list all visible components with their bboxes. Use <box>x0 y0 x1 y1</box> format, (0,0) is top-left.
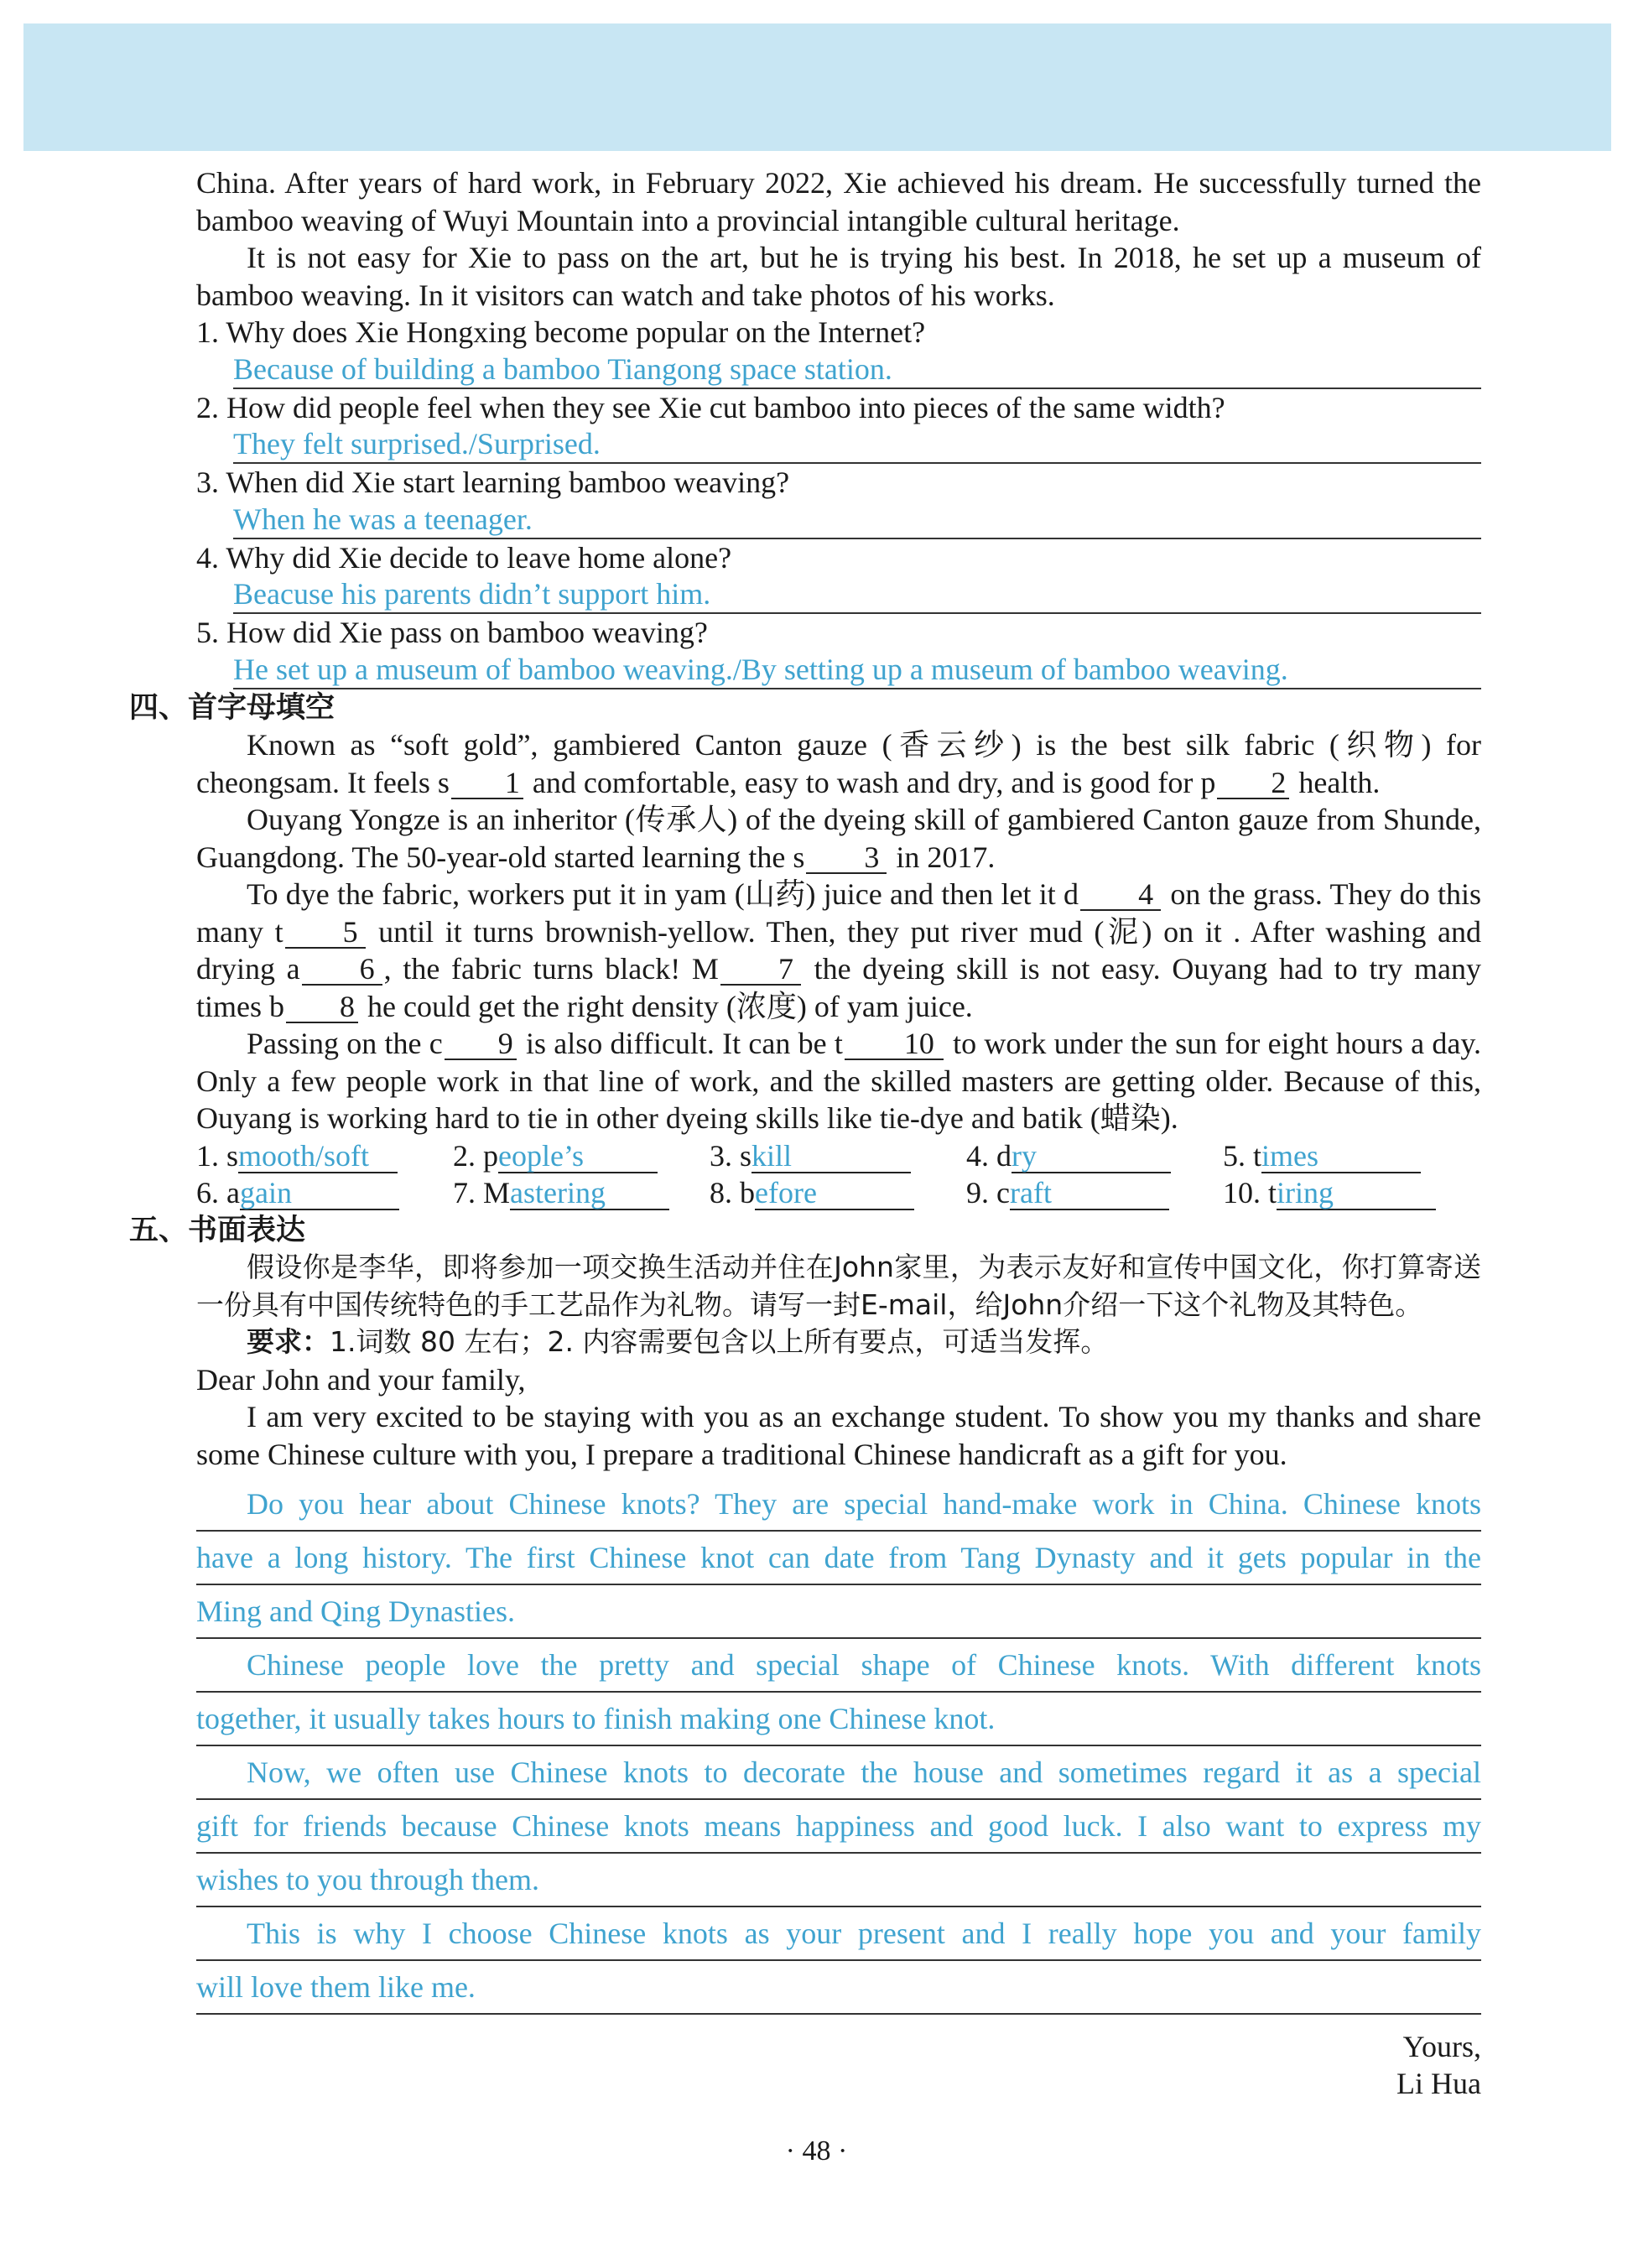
cloze-answer-grid <box>196 1137 1481 1212</box>
blank: 6 <box>302 954 382 986</box>
cloze-answer: 4. d ry <box>966 1137 1223 1175</box>
answer-line: When he was a teenager. <box>233 502 1481 539</box>
writing-prompt: 假设你是李华，即将参加一项交换生活动并住在John家里，为表示友好和宣传中国文化，你打算寄送一份具有中国传统特色的手工艺品作为礼物。请写一封E-mail，给John介绍一下这个礼物及其特色。 <box>196 1251 1481 1321</box>
essay-line: wishes to you through them. <box>196 1854 1481 1907</box>
essay-line: This is why I choose Chinese knots as your present and I really hope you and your family <box>196 1907 1481 1961</box>
answer-line: He set up a museum of bamboo weaving./By setting up a museum of bamboo weaving. <box>233 652 1481 689</box>
page-content <box>129 164 1482 2102</box>
cloze-paragraph: To dye the fabric, workers put it in yam (山药) juice and then let it d 4 on the grass. They do this many t 5 until it turns brownish-yellow. Then, they put river mud (泥) on it . After washing and drying a 6 , the fabric turns black! M 7 the dyeing skill is not easy. Ouyang had to try many times b 8 he could get the right density (浓度) of yam juice. <box>196 877 1482 1023</box>
letter-greeting: Dear John and your family, <box>196 1362 526 1397</box>
cloze-answer: 1. s mooth/soft <box>196 1137 453 1175</box>
header-band <box>23 23 1611 151</box>
cloze-answer: 2. p eople’s <box>453 1137 710 1175</box>
essay-line: Ming and Qing Dynasties. <box>196 1585 1481 1639</box>
question-item <box>196 314 1481 389</box>
blank: 3 <box>806 842 887 874</box>
essay-line: will love them like me. <box>196 1961 1481 2015</box>
section-heading: 五、书面表达 <box>129 1213 306 1247</box>
cloze-paragraph: Passing on the c 9 is also difficult. It can be t 10 to work under the sun for eight hours a day. Only a few people work in that line of work, and the skilled masters are getting older. Because of this, Ouyang is working hard to tie in other dyeing skills like tie-dye and batik (蜡染). <box>196 1027 1481 1135</box>
writing-requirements: 要求：1.词数 80 左右；2. 内容需要包含以上所有要点，可适当发挥。 <box>247 1325 1109 1358</box>
letter-closing: Yours, Li Hua <box>1396 2030 1481 2100</box>
essay-answer <box>196 1478 1481 2015</box>
blank: 5 <box>285 917 366 949</box>
answer-line: They felt surprised./Surprised. <box>233 426 1481 464</box>
cloze-answer: 3. s kill <box>710 1137 966 1175</box>
essay-line: gift for friends because Chinese knots means happiness and good luck. I also want to express my <box>196 1800 1481 1854</box>
question-text: 2. How did people feel when they see Xie cut bamboo into pieces of the same width? <box>196 390 1225 424</box>
cloze-answer: 6. a gain <box>196 1174 453 1212</box>
letter-intro: I am very excited to be staying with you as an exchange student. To show you my thanks and share some Chinese culture with you, I prepare a traditional Chinese handicraft as a gift for you. <box>196 1400 1481 1471</box>
question-item <box>196 464 1481 539</box>
answer-line: Beacuse his parents didn’t support him. <box>233 576 1481 614</box>
page-number: · 48 · <box>785 2135 848 2167</box>
blank: 9 <box>445 1028 517 1060</box>
blank: 8 <box>286 991 358 1023</box>
question-text: 3. When did Xie start learning bamboo weaving? <box>196 466 790 499</box>
blank: 2 <box>1217 767 1289 799</box>
essay-line: together, it usually takes hours to finish making one Chinese knot. <box>196 1693 1481 1746</box>
essay-line: have a long history. The first Chinese knot can date from Tang Dynasty and it gets popular in the <box>196 1532 1481 1585</box>
passage-paragraph: It is not easy for Xie to pass on the art, but he is trying his best. In 2018, he set up a museum of bamboo weaving. In it visitors can watch and take photos of his works. <box>196 241 1481 312</box>
question-item <box>196 389 1481 465</box>
section-heading: 四、首字母填空 <box>129 690 335 725</box>
question-text: 4. Why did Xie decide to leave home alone? <box>196 540 732 575</box>
cloze-answer: 8. b efore <box>710 1174 966 1212</box>
passage-paragraph: China. After years of hard work, in February 2022, Xie achieved his dream. He successfully turned the bamboo weaving of Wuyi Mountain into a provincial intangible cultural heritage. <box>196 166 1481 237</box>
cloze-answer: 7. M astering <box>453 1174 710 1212</box>
question-text: 5. How did Xie pass on bamboo weaving? <box>196 616 708 649</box>
cloze-paragraph: Known as “soft gold”, gambiered Canton gauze (香云纱) is the best silk fabric (织物) for cheongsam. It feels s 1 and comfortable, easy to wash and dry, and is good for p 2 health. <box>196 728 1481 799</box>
blank: 10 <box>845 1028 944 1060</box>
blank: 7 <box>720 954 801 986</box>
essay-line: Chinese people love the pretty and special shape of Chinese knots. With different knots <box>196 1639 1481 1693</box>
question-list <box>196 314 1481 689</box>
cloze-answer: 9. c raft <box>966 1174 1223 1212</box>
essay-line: Do you hear about Chinese knots? They are special hand-make work in China. Chinese knots <box>196 1478 1481 1532</box>
question-text: 1. Why does Xie Hongxing become popular on the Internet? <box>196 315 926 349</box>
question-item <box>196 614 1481 689</box>
answer-line: Because of building a bamboo Tiangong space station. <box>233 351 1481 389</box>
blank: 1 <box>451 767 523 799</box>
cloze-paragraph: Ouyang Yongze is an inheritor (传承人) of the dyeing skill of gambiered Canton gauze from Shunde, Guangdong. The 50-year-old started learning the s 3 in 2017. <box>196 803 1481 874</box>
question-item <box>196 539 1481 615</box>
cloze-answer: 10. t iring <box>1223 1174 1480 1212</box>
blank: 4 <box>1080 879 1161 911</box>
cloze-answer: 5. t imes <box>1223 1137 1480 1175</box>
essay-line: Now, we often use Chinese knots to decorate the house and sometimes regard it as a special <box>196 1746 1481 1800</box>
